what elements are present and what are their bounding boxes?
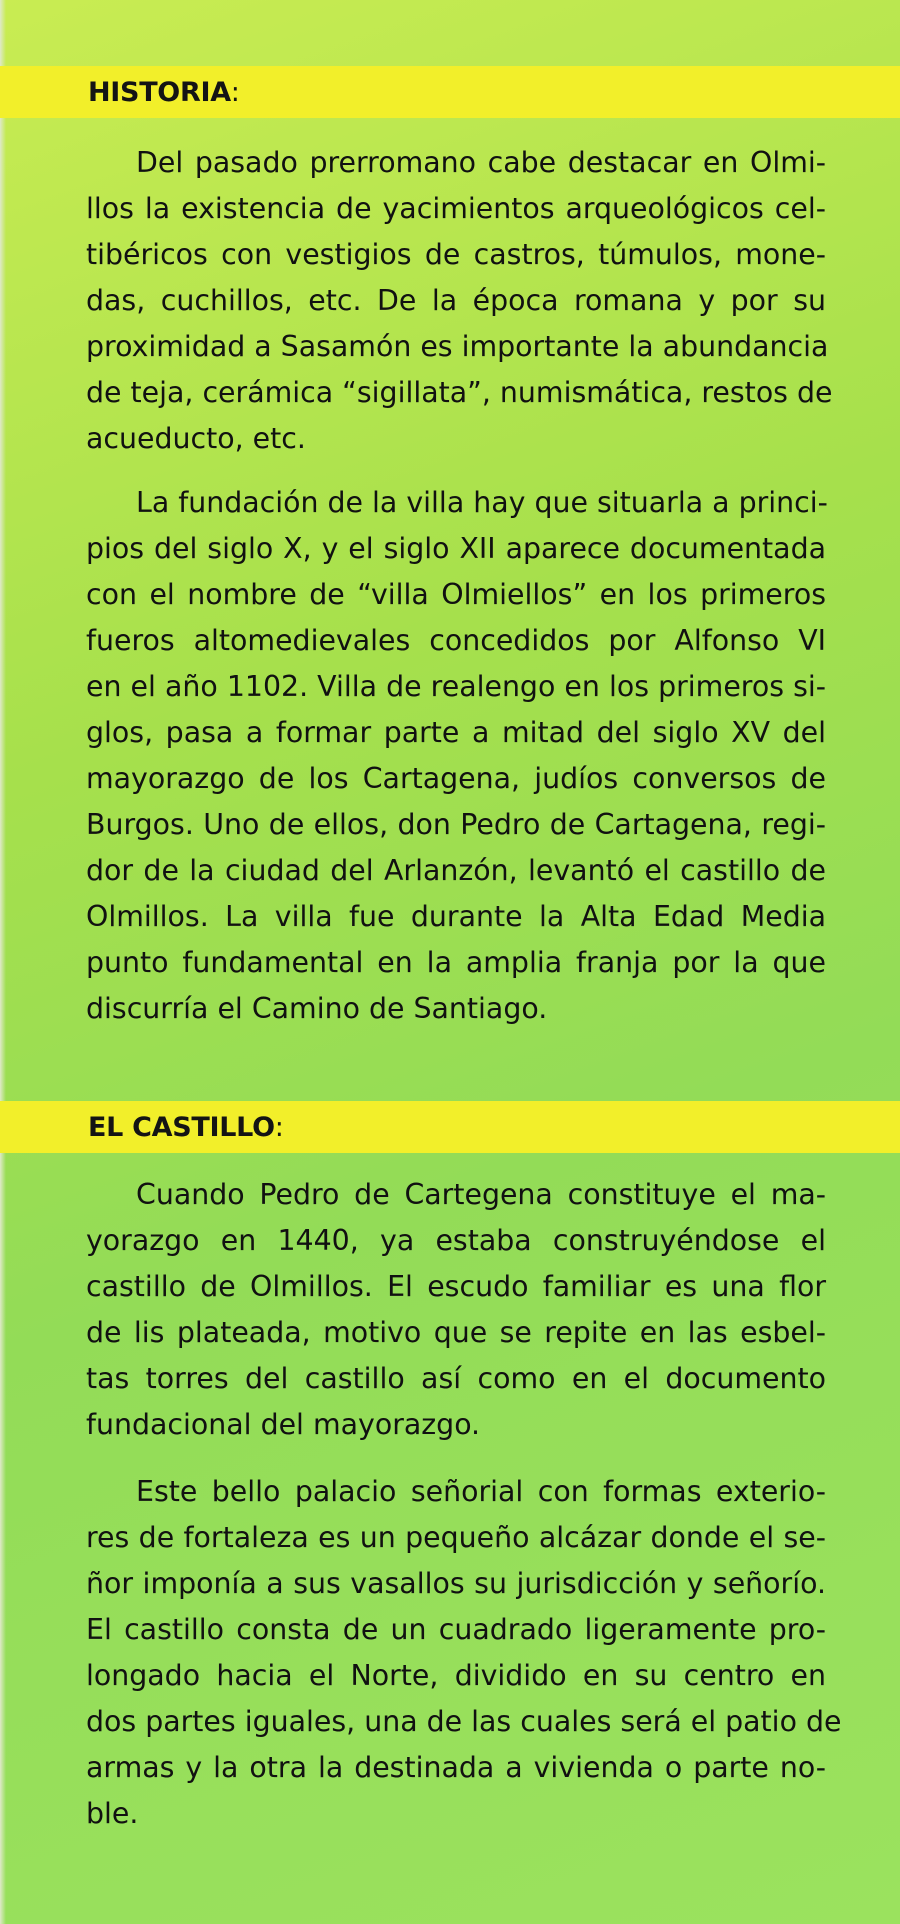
text-line: tibéricos con vestigios de castros, túmulos, mone- bbox=[86, 238, 826, 271]
page-edge bbox=[0, 0, 6, 1924]
text-line: con el nombre de “villa Olmiellos” en los primeros bbox=[86, 578, 826, 611]
text-line: de lis plateada, motivo que se repite en las esbel- bbox=[86, 1316, 826, 1349]
text-line: armas y la otra la destinada a vivienda o parte no- bbox=[86, 1751, 826, 1784]
text-line: proximidad a Sasamón es importante la abundancia bbox=[86, 330, 829, 363]
text-line: en el año 1102. Villa de realengo en los primeros si- bbox=[86, 670, 826, 703]
paragraph-historia-2 bbox=[86, 480, 826, 1032]
text-line: yorazgo en 1440, ya estaba construyéndose el bbox=[86, 1224, 826, 1257]
text-line: acueducto, etc. bbox=[86, 422, 306, 455]
text-line: tas torres del castillo así como en el documento bbox=[86, 1362, 826, 1395]
text-line: longado hacia el Norte, dividido en su centro en bbox=[86, 1659, 826, 1692]
text-line: dor de la ciudad del Arlanzón, levantó el castillo de bbox=[86, 854, 826, 887]
text-line: glos, pasa a formar parte a mitad del siglo XV del bbox=[86, 716, 826, 749]
section-title-colon: : bbox=[274, 1111, 284, 1143]
text-line: fundacional del mayorazgo. bbox=[86, 1408, 481, 1441]
section-heading-historia bbox=[0, 66, 900, 118]
section-title: EL CASTILLO bbox=[88, 1111, 275, 1143]
text-line: Burgos. Uno de ellos, don Pedro de Cartagena, regi- bbox=[86, 808, 826, 841]
paragraph-historia-1 bbox=[86, 140, 833, 462]
paragraph-castillo-1 bbox=[86, 1172, 826, 1448]
text-line: ñor imponía a sus vasallos su jurisdicción y señorío. bbox=[86, 1567, 826, 1600]
text-line: Olmillos. La villa fue durante la Alta Edad Media bbox=[86, 900, 826, 933]
text-line: ble. bbox=[86, 1797, 139, 1830]
section-heading-el-castillo bbox=[0, 1101, 900, 1153]
text-line: discurría el Camino de Santiago. bbox=[86, 992, 548, 1025]
text-line: Este bello palacio señorial con formas exterio- bbox=[136, 1475, 826, 1508]
text-line: Del pasado prerromano cabe destacar en Olmi- bbox=[136, 146, 826, 179]
text-line: fueros altomedievales concedidos por Alfonso VI bbox=[86, 624, 826, 657]
text-line: punto fundamental en la amplia franja por la que bbox=[86, 946, 826, 979]
text-line: pios del siglo X, y el siglo XII aparece documentada bbox=[86, 532, 826, 565]
paragraph-castillo-2 bbox=[86, 1469, 842, 1837]
text-line: Cuando Pedro de Cartegena constituye el ma- bbox=[136, 1178, 826, 1211]
text-line: El castillo consta de un cuadrado ligeramente pro- bbox=[86, 1613, 826, 1646]
text-line: das, cuchillos, etc. De la época romana y por su bbox=[86, 284, 826, 317]
text-line: La fundación de la villa hay que situarla a princi- bbox=[136, 486, 828, 519]
text-line: res de fortaleza es un pequeño alcázar donde el se- bbox=[86, 1521, 826, 1554]
text-line: mayorazgo de los Cartagena, judíos conversos de bbox=[86, 762, 826, 795]
text-line: castillo de Olmillos. El escudo familiar es una flor bbox=[86, 1270, 826, 1303]
section-title: HISTORIA bbox=[88, 76, 231, 108]
text-line: de teja, cerámica “sigillata”, numismática, restos de bbox=[86, 376, 833, 409]
section-title-colon: : bbox=[230, 76, 240, 108]
text-line: dos partes iguales, una de las cuales será el patio de bbox=[86, 1705, 842, 1738]
text-line: llos la existencia de yacimientos arqueológicos cel- bbox=[86, 192, 826, 225]
